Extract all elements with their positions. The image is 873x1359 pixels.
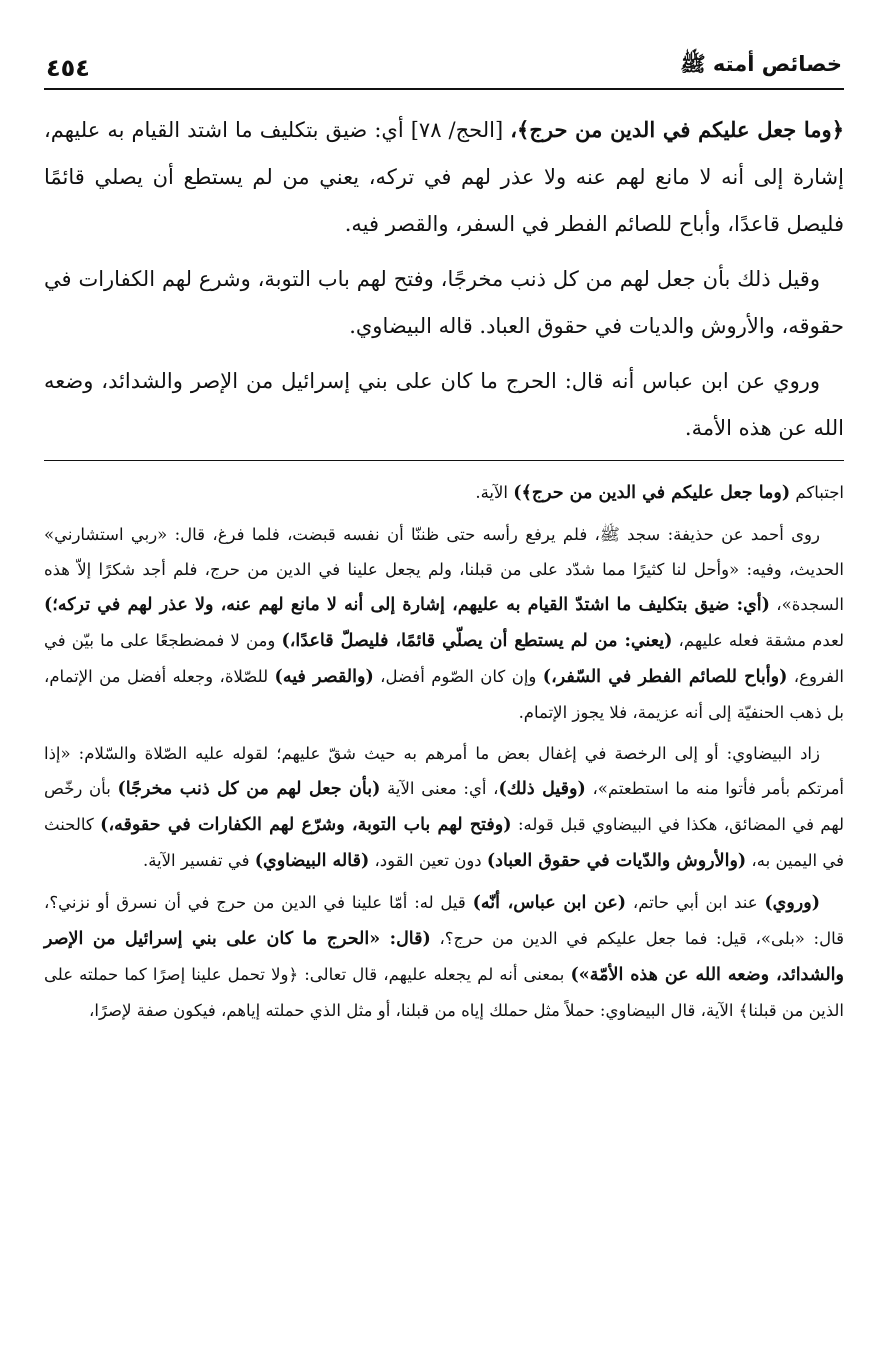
c2-text-e: ومن لا فمضطجعًا على ما بيّن في الفروع، — [44, 631, 844, 686]
c3-text-c: ، أي: معنى الآية — [380, 779, 499, 798]
c2-quote-h: (والقصر فيه) — [274, 667, 374, 687]
c1-text-a: اجتباكم — [790, 483, 844, 502]
page-header — [44, 40, 844, 90]
c2-text-a: روى أحمد عن حذيفة: سجد ﷺ، فلم يرفع رأسه حتى ظننّا أن نفسه قبضت، فلما فرغ، قال: «ربي استشارني» الحديث، وفيه: «وأحل لنا كثيرًا مما شدّد على من قبلنا، ولم يجعل علينا في الدين من حرج، فلم أجد شكرًا إلاّ هذه السجدة»، — [44, 525, 844, 614]
c3-text-a: زاد البيضاوي: أو إلى الرخصة في إغفال بعض ما أمرهم به حيث شقّ عليهم؛ لقوله عليه الصّلاة والسّلام: «إذا أمرتكم بأمر فأتوا منه ما استطعتم»، — [44, 744, 844, 798]
c3-quote-j: (قاله البيضاوي) — [254, 851, 370, 871]
commentary-divider — [44, 460, 844, 461]
c4-quote-a: (وروي) — [764, 893, 820, 913]
c2-quote-f: (وأباح للصائم الفطر في السّفر،) — [542, 667, 788, 687]
c3-text-g: كالحنث في اليمين به، — [44, 815, 844, 870]
main-paragraph-1-text: [الحج/ ٧٨] أي: ضيق بتكليف ما اشتد القيام به عليهم، إشارة إلى أنه لا مانع لهم عنه ولا عذر لهم في تركه، يعني من لم يستطع أن يصلي قائمًا فليصل قاعدًا، وأباح للصائم الفطر في السفر، والقصر فيه. — [44, 118, 844, 236]
book-page — [44, 40, 844, 1340]
c1-text-c: الآية. — [475, 483, 514, 502]
quran-verse: ﴿وما جعل عليكم في الدين من حرج﴾، — [510, 117, 844, 142]
c4-quote-e: (قال: «الحرج ما كان على بني إسرائيل من الإصر والشدائد، وضعه الله عن هذه الأمّة») — [44, 929, 844, 985]
c3-quote-b: (وقيل ذلك) — [498, 779, 586, 799]
c3-text-e: بأن رخّص لهم في المضائق، هكذا في البيضاوي قبل قوله: — [44, 779, 845, 834]
commentary-paragraph-4 — [44, 885, 844, 1028]
c2-text-c: لعدم مشقة فعله عليهم، — [672, 631, 844, 650]
c1-quote: (وما جعل عليكم في الدين من حرج﴾) — [513, 483, 791, 503]
running-title: خصائص أمته ﷺ — [680, 52, 842, 76]
c2-text-i: للصّلاة، وجعله أفضل من الإتمام، بل ذهب الحنفيّة إلى أنه عزيمة، فلا يجوز الإتمام. — [44, 667, 844, 722]
c4-quote-c: (عن ابن عباس، أنّه) — [472, 893, 627, 913]
c2-quote-d: (يعني: من لم يستطع أن يصلّي قائمًا، فليصلّ قاعدًا،) — [281, 631, 673, 651]
c4-text-d: قيل له: أمّا علينا في الدين من حرج في أن نسرق أو نزني؟، قال: «بلى»، قيل: فما جعل عليكم في الدين من حرج؟، — [44, 893, 844, 948]
page-number: ٤٥٤ — [46, 54, 90, 82]
c4-text-b: عند ابن أبي حاتم، — [626, 893, 765, 912]
commentary-paragraph-2 — [44, 517, 844, 730]
commentary-section — [44, 475, 844, 1028]
commentary-paragraph-1 — [44, 475, 844, 511]
main-text — [44, 106, 844, 452]
c3-quote-f: (وفتح لهم باب التوبة، وشرّع لهم الكفارات في حقوقه،) — [100, 815, 512, 835]
c3-quote-h: (والأروش والدّيات في حقوق العباد) — [486, 851, 747, 871]
c3-text-i: دون تعين القود، — [369, 851, 487, 870]
commentary-paragraph-3 — [44, 736, 844, 879]
c3-text-k: في تفسير الآية. — [142, 851, 255, 870]
main-paragraph-1 — [44, 106, 844, 248]
c3-quote-d: (بأن جعل لهم من كل ذنب مخرجًا) — [117, 779, 381, 799]
c2-quote-b: (أي: ضيق بتكليف ما اشتدّ القيام به عليهم، إشارة إلى أنه لا مانع لهم عنه، ولا عذر لهم في تركه؛) — [44, 595, 770, 615]
main-paragraph-2: وقيل ذلك بأن جعل لهم من كل ذنب مخرجًا، وفتح لهم باب التوبة، وشرع لهم الكفارات في حقوقه، والأروش والديات في حقوق العباد. قاله البيضاوي. — [44, 267, 844, 338]
c2-text-g: وإن كان الصّوم أفضل، — [373, 667, 543, 686]
main-paragraph-3: وروي عن ابن عباس أنه قال: الحرج ما كان على بني إسرائيل من الإصر والشدائد، وضعه الله عن هذه الأمة. — [44, 369, 844, 440]
c4-text-f: بمعنى أنه لم يجعله عليهم، قال تعالى: ﴿ولا تحمل علينا إصرًا كما حملته على الذين من قبلنا﴾ الآية، قال البيضاوي: حملاً مثل حملك إياه من قبلنا، أو مثل الذي حملته إياهم، فيكون صفة لإصرًا، — [44, 965, 844, 1020]
